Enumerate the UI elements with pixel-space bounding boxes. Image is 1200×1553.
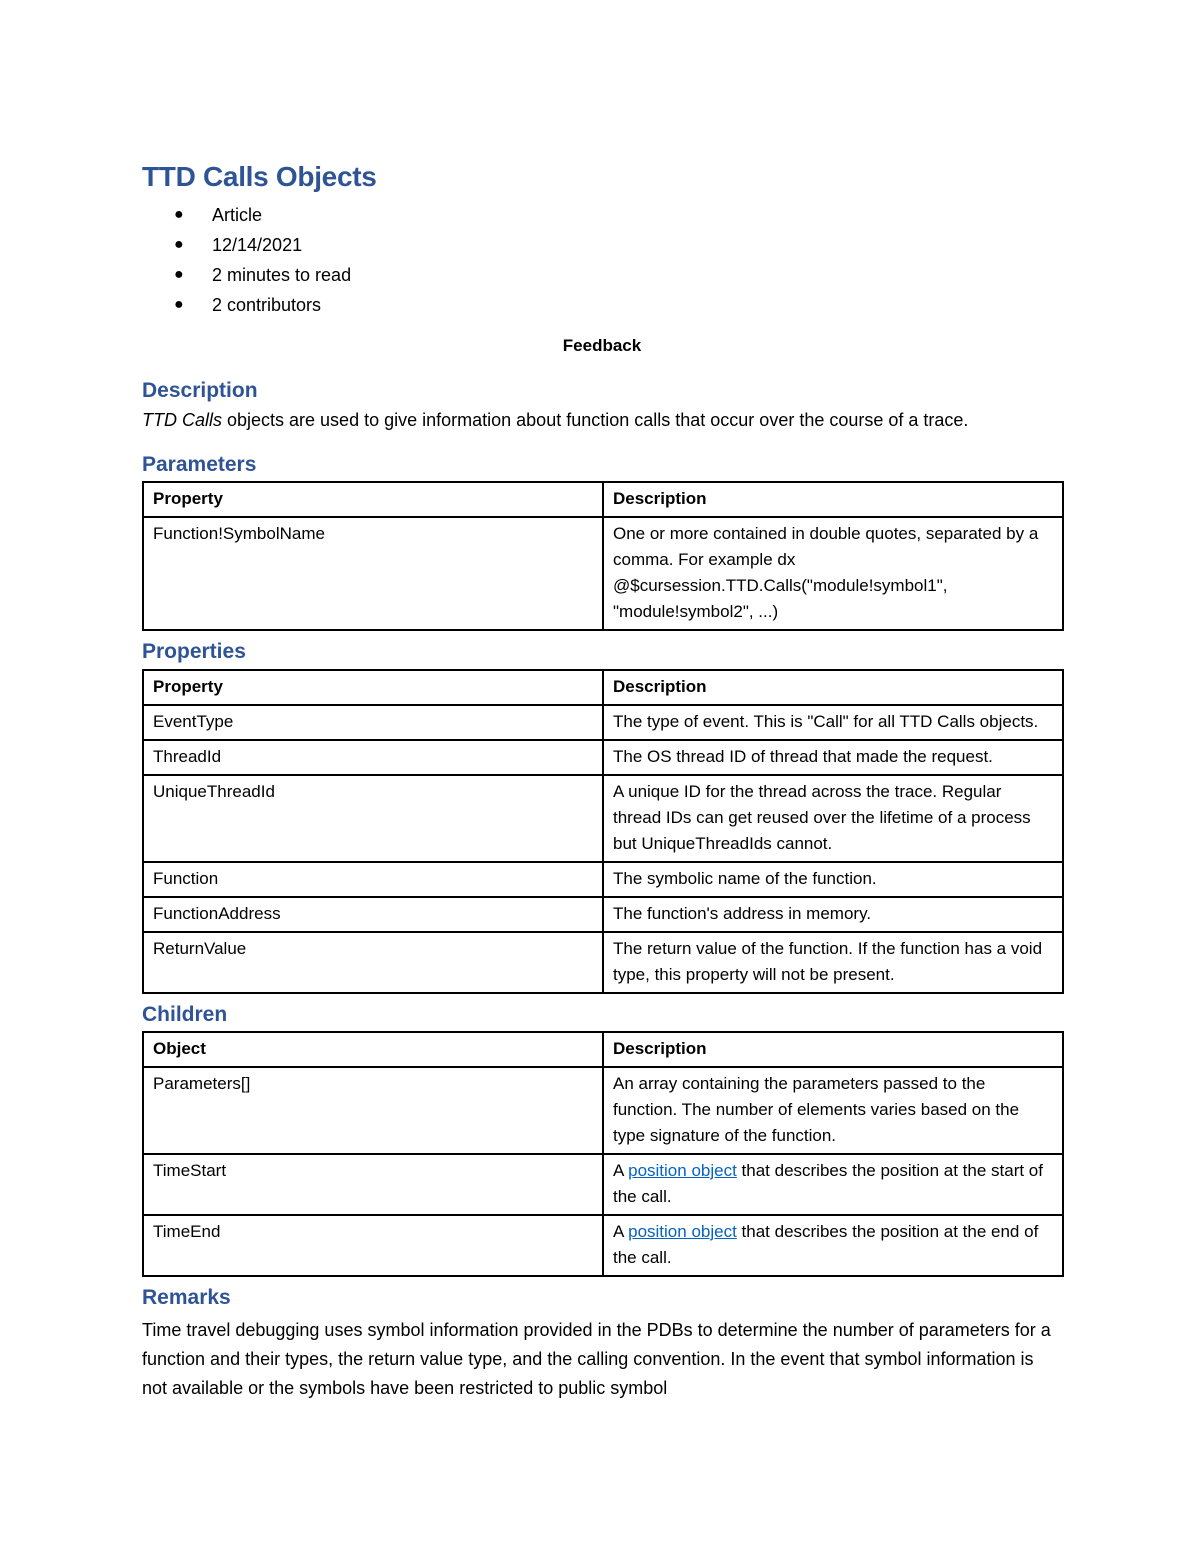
cell-property: ReturnValue — [143, 932, 603, 993]
table-row — [143, 932, 1063, 993]
parameters-heading: Parameters — [142, 453, 257, 477]
properties-heading: Properties — [142, 640, 246, 664]
cell-description: One or more contained in double quotes, separated by a comma. For example dx @$cursession.TTD.Calls("module!symbol1", "module!symbol2", ...) — [603, 517, 1063, 630]
children-table — [142, 1031, 1064, 1277]
meta-contributors: 2 contributors — [212, 294, 322, 315]
cell-description — [603, 1215, 1063, 1276]
table-row — [143, 862, 1063, 897]
description-text — [142, 409, 1062, 432]
cell-description: A unique ID for the thread across the trace. Regular thread IDs can get reused over the lifetime of a process but UniqueThreadIds cannot. — [603, 775, 1063, 862]
column-header: Description — [603, 670, 1063, 705]
bullet-icon: ● — [174, 235, 184, 253]
remarks-text: Time travel debugging uses symbol information provided in the PDBs to determine the number of parameters for a function and their types, the return value type, and the calling convention. In the event that symbol information is not available or the symbols have been restricted to public symbol — [142, 1319, 1051, 1398]
cell-description — [603, 1154, 1063, 1215]
meta-item — [142, 230, 1062, 260]
cell-description: An array containing the parameters passed to the function. The number of elements varies based on the type signature of the function. — [603, 1067, 1063, 1154]
position-object-link[interactable]: position object — [628, 1160, 737, 1180]
table-row — [143, 897, 1063, 932]
description-prefix: A — [613, 1221, 629, 1241]
table-header-row — [143, 670, 1063, 705]
description-emphasis: TTD Calls — [142, 409, 222, 430]
page-title: TTD Calls Objects — [142, 161, 377, 192]
table-row — [143, 517, 1063, 630]
table-row — [143, 705, 1063, 740]
description-body: objects are used to give information about function calls that occur over the course of a trace. — [222, 409, 969, 430]
cell-object: TimeStart — [143, 1154, 603, 1215]
table-row — [143, 775, 1063, 862]
cell-property: ThreadId — [143, 740, 603, 775]
description-suffix: that describes the position at the start of the call. — [613, 1160, 1043, 1206]
cell-property: EventType — [143, 705, 603, 740]
position-object-link[interactable]: position object — [628, 1221, 737, 1241]
cell-description: The type of event. This is "Call" for all TTD Calls objects. — [603, 705, 1063, 740]
column-header: Property — [143, 482, 603, 517]
cell-description: The function's address in memory. — [603, 897, 1063, 932]
cell-object: Parameters[] — [143, 1067, 603, 1154]
article-meta-list — [142, 200, 1062, 320]
description-heading: Description — [142, 378, 258, 402]
cell-object: TimeEnd — [143, 1215, 603, 1276]
table-header-row — [143, 1032, 1063, 1067]
meta-item — [142, 200, 1062, 230]
table-row — [143, 1067, 1063, 1154]
cell-description: The OS thread ID of thread that made the request. — [603, 740, 1063, 775]
cell-property: FunctionAddress — [143, 897, 603, 932]
cell-property: Function!SymbolName — [143, 517, 603, 630]
bullet-icon: ● — [174, 295, 184, 313]
cell-property: UniqueThreadId — [143, 775, 603, 862]
properties-table — [142, 669, 1064, 994]
column-header: Property — [143, 670, 603, 705]
parameters-table — [142, 481, 1064, 631]
cell-description: The symbolic name of the function. — [603, 862, 1063, 897]
table-row — [143, 740, 1063, 775]
meta-item — [142, 290, 1062, 320]
table-header-row — [143, 482, 1063, 517]
column-header: Description — [603, 1032, 1063, 1067]
column-header: Description — [603, 482, 1063, 517]
meta-item — [142, 260, 1062, 290]
meta-type: Article — [212, 204, 263, 225]
bullet-icon: ● — [174, 205, 184, 223]
remarks-heading: Remarks — [142, 1285, 231, 1309]
table-row — [143, 1154, 1063, 1215]
children-heading: Children — [142, 1002, 228, 1026]
cell-description: The return value of the function. If the function has a void type, this property will not be present. — [603, 932, 1063, 993]
meta-read-time: 2 minutes to read — [212, 264, 352, 285]
table-row — [143, 1215, 1063, 1276]
description-prefix: A — [613, 1160, 629, 1180]
feedback-label: Feedback — [562, 335, 642, 355]
bullet-icon: ● — [174, 265, 184, 283]
cell-property: Function — [143, 862, 603, 897]
document-page — [142, 160, 1062, 1403]
meta-date: 12/14/2021 — [212, 234, 303, 255]
description-suffix: that describes the position at the end of the call. — [613, 1221, 1039, 1267]
column-header: Object — [143, 1032, 603, 1067]
